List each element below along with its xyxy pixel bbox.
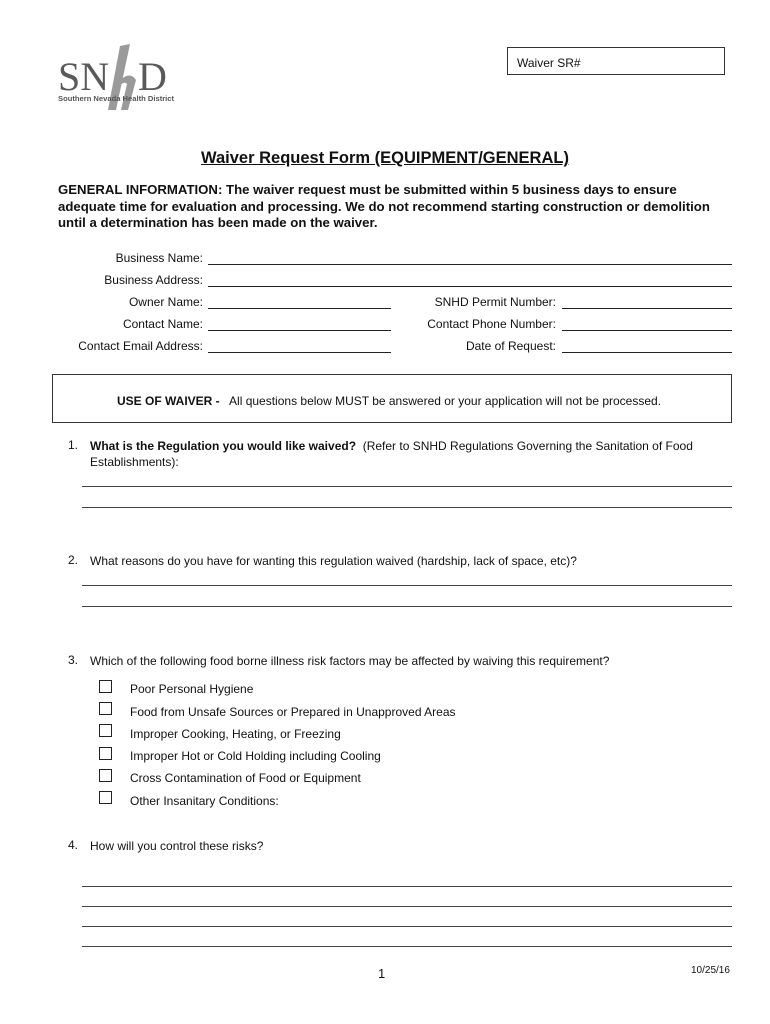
- use-of-waiver-box: [52, 374, 732, 423]
- revision-date: 10/25/16: [691, 965, 730, 976]
- question-4-answer-line-4[interactable]: [82, 946, 732, 947]
- business-address-label: Business Address:: [104, 273, 203, 287]
- date-of-request-field[interactable]: [562, 352, 732, 353]
- svg-text:D: D: [138, 54, 167, 99]
- risk-factor-label-1: Poor Personal Hygiene: [130, 682, 254, 696]
- question-4-text: How will you control these risks?: [90, 839, 264, 853]
- question-4-answer-line-1[interactable]: [82, 886, 732, 887]
- question-1-answer-line-1[interactable]: [82, 486, 732, 487]
- question-2-answer-line-1[interactable]: [82, 585, 732, 586]
- page-title: Waiver Request Form (EQUIPMENT/GENERAL): [201, 149, 569, 167]
- waiver-sr-box[interactable]: [507, 47, 725, 75]
- question-2-text: What reasons do you have for wanting this regulation waived (hardship, lack of space, etc)?: [90, 554, 577, 568]
- risk-factor-checkbox-2[interactable]: [99, 702, 112, 715]
- business-address-field[interactable]: [208, 286, 732, 287]
- date-of-request-label: Date of Request:: [465, 339, 556, 353]
- contact-phone-number-field[interactable]: [562, 330, 732, 331]
- contact-name-field[interactable]: [208, 330, 391, 331]
- risk-factor-label-2: Food from Unsafe Sources or Prepared in Unapproved Areas: [130, 705, 456, 719]
- use-of-waiver-text: All questions below MUST be answered or your application will not be processed.: [229, 394, 662, 408]
- question-2-answer-line-2[interactable]: [82, 606, 732, 607]
- contact-name-label: Contact Name:: [122, 317, 203, 331]
- risk-factor-checkbox-5[interactable]: [99, 769, 112, 782]
- waiver-sr-label: Waiver SR#: [517, 56, 581, 70]
- logo-subtitle: Southern Nevada Health District: [58, 94, 175, 103]
- use-of-waiver-heading: USE OF WAIVER -: [117, 394, 220, 408]
- svg-text:SN: SN: [58, 54, 110, 99]
- risk-factor-label-4: Improper Hot or Cold Holding including Cooling: [130, 749, 381, 763]
- question-1-rest: (Refer to SNHD Regulations Governing the Sanitation of Food Establishments):: [90, 439, 693, 469]
- owner-name-label: Owner Name:: [128, 295, 203, 309]
- question-4-number: 4.: [68, 838, 79, 852]
- page-number: 1: [378, 966, 386, 981]
- question-1-number: 1.: [68, 438, 79, 452]
- snhd-permit-number-label: SNHD Permit Number:: [434, 295, 556, 309]
- question-3-text: Which of the following food borne illness risk factors may be affected by waiving this requirement?: [90, 654, 610, 668]
- risk-factor-checkbox-3[interactable]: [99, 724, 112, 737]
- business-name-field[interactable]: [208, 264, 732, 265]
- snhd-permit-number-field[interactable]: [562, 308, 732, 309]
- question-4-answer-line-2[interactable]: [82, 906, 732, 907]
- use-of-waiver-notice: [117, 394, 661, 408]
- owner-name-field[interactable]: [208, 308, 391, 309]
- risk-factor-checkbox-1[interactable]: [99, 680, 112, 693]
- contact-phone-number-label: Contact Phone Number:: [427, 317, 556, 331]
- risk-factor-checkbox-4[interactable]: [99, 747, 112, 760]
- question-1-bold: What is the Regulation you would like waived?: [90, 439, 357, 453]
- question-3-number: 3.: [68, 653, 79, 667]
- risk-factor-label-5: Cross Contamination of Food or Equipment: [130, 771, 361, 785]
- risk-factor-label-6: Other Insanitary Conditions:: [130, 794, 279, 808]
- risk-factor-label-3: Improper Cooking, Heating, or Freezing: [130, 727, 341, 741]
- question-2-number: 2.: [68, 553, 79, 567]
- question-4-answer-line-3[interactable]: [82, 926, 732, 927]
- risk-factor-checkbox-6[interactable]: [99, 791, 112, 804]
- general-information-text: GENERAL INFORMATION: The waiver request must be submitted within 5 business days to ensure adequate time for evaluation and processing. We do not recommend starting construction or demolition until a determination has been made on the waiver.: [58, 182, 710, 230]
- question-1-answer-line-2[interactable]: [82, 507, 732, 508]
- business-name-label: Business Name:: [115, 251, 203, 265]
- question-1-text: [90, 438, 730, 470]
- contact-email-address-field[interactable]: [208, 352, 391, 353]
- snhd-logo: [56, 44, 186, 116]
- snhd-logo-mark: [56, 44, 186, 116]
- contact-email-address-label: Contact Email Address:: [78, 339, 203, 353]
